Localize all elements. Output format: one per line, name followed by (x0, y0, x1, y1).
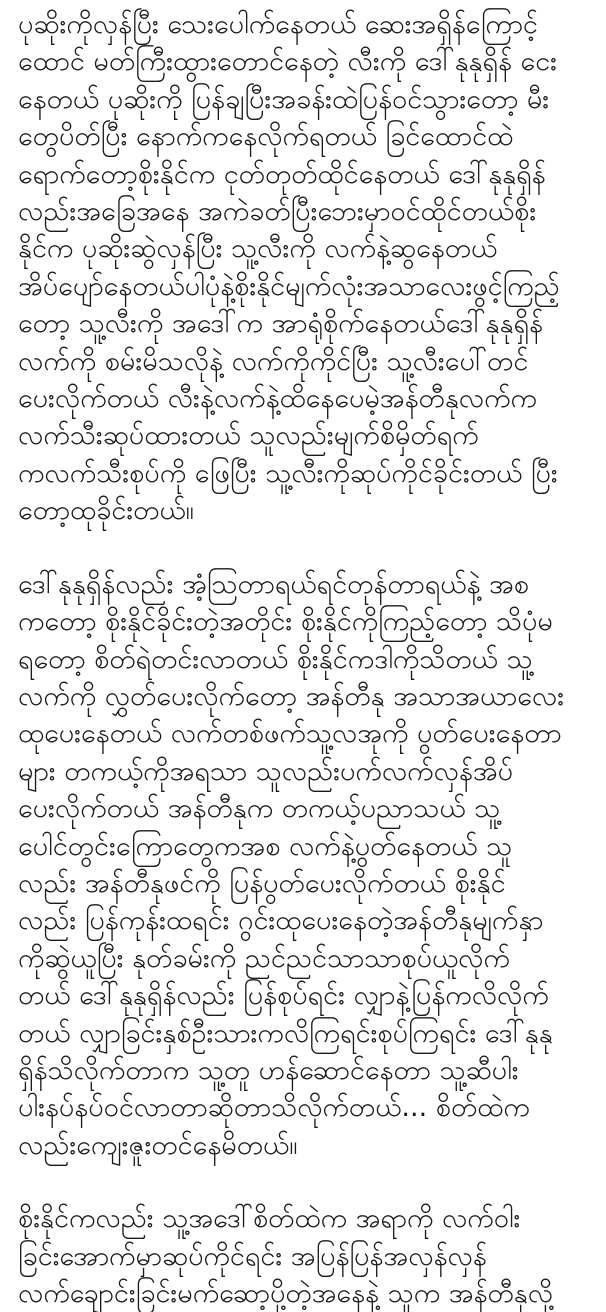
paragraph-2 (18, 566, 586, 1165)
text-line: တယ် လျှာခြင်းနှစ်ဦးသားကလိကြရင်းစုပ်ကြရင်း ဒေါ်နုနု (18, 1017, 553, 1049)
text-line: တယ် ဒေါ်နုနုရှိန်လည်း ပြန်စုပ်ရင်း လျှာနဲ့ပြန်ကလိလိုက် (18, 980, 549, 1012)
text-line: များ တကယ့်ကိုအရသာ သူလည်းပက်လက်လှန်အိပ် (18, 755, 514, 787)
text-line: ဒေါ်နုနုရှိန်လည်း အံ့သြတာရယ်ရင်တုန်တာရယ်နဲ့ အစ (18, 568, 529, 600)
paragraph-1 (18, 6, 586, 530)
text-line: ထောင် မတ်ကြီးထွားတောင်နေတဲ့ လီးကို ဒေါ်နုနုရှိန် ငေး (18, 46, 558, 78)
text-line: လည်း ပြန်ကုန်းထရင်း ဂွင်းထုပေးနေတဲ့အန်တီနုမျက်နှာ (18, 905, 544, 937)
text-line: လက်ကို လွှတ်ပေးလိုက်တော့ အန်တီနု အသာအယာလေး (18, 680, 565, 712)
text-line: ရောက်တော့စိုးနိုင်က ငုတ်တုတ်ထိုင်နေတယ် ဒေါ်နုနုရှိန် (18, 158, 546, 190)
text-line: ကိုဆွဲယူပြီး နုတ်ခမ်းကို ညင်ညင်သာသာစုပ်ယူလိုက် (18, 942, 510, 974)
text-line: ကလက်သီးစုပ်ကို ဖြေပြီး သူ့လီးကိုဆုပ်ကိုင်ခိုင်းတယ် ပြီး (18, 457, 558, 489)
text-line: စိုးနိုင်ကလည်း သူ့အဒေါ်စိတ်ထဲက အရာကို လက်ဝါး (18, 1203, 521, 1235)
text-line: ပုဆိုးကိုလှန်ပြီး သေးပေါက်နေတယ် ဆေးအရှိန်ကြောင့် (18, 9, 538, 40)
text-line: အိပ်ပျော်နေတယ်ပါပုံနဲ့စိုးနိုင်မျက်လုံးအသာလေးဖွင့်ကြည့် (18, 270, 560, 302)
text-line: လည်းကျေးဇူးတင်နေမိတယ်။ (18, 1129, 298, 1161)
text-line: တော့ထုခိုင်းတယ်။ (18, 495, 194, 527)
text-line: ရတော့ စိတ်ရဲတင်းလာတယ် စိုးနိုင်ကဒါကိုသိတယ် သူ့ (18, 643, 533, 675)
text-line: နိုင်က ပုဆိုးဆွဲလှန်ပြီး သူ့လီးကို လက်နဲ့ဆွနေတယ် (18, 233, 498, 265)
text-line: ပေးလိုက်တယ် လီးနဲ့လက်နဲ့ထိနေပေမဲ့အန်တီနုလက်က (18, 383, 537, 415)
text-line: လည်းအခြေအနေ အကဲခတ်ပြီးဘေးမှာဝင်ထိုင်တယ်စိုး (18, 196, 537, 228)
text-line: ပေးလိုက်တယ် အန်တီနုက တကယ့်ပညာသယ် သူ့ (18, 793, 501, 825)
text-line: လက်ကို စမ်းမိသလိုနဲ့ လက်ကိုကိုင်ပြီး သူ့လီးပေါ်တင် (18, 345, 529, 377)
text-line: လက်ချောင်းခြင်းမက်ဆော့ပို့တဲ့အနေနဲ့ သူက အန်တီနုလို့ (18, 1278, 554, 1309)
text-line: လည်း အန်တီနုဖင်ကို ပြန်ပွတ်ပေးလိုက်တယ် စိုးနိုင် (18, 867, 506, 899)
text-line: တွေပိတ်ပြီး နောက်ကနေလိုက်ရတယ် ခြင်ထောင်ထဲ (18, 121, 514, 153)
scroll-clip-edge (0, 0, 606, 4)
text-line: ထုပေးနေတယ် လက်တစ်ဖက်သူ့လအုကို ပွတ်ပေးနေတာ (18, 718, 562, 750)
text-line: ခြင်းအောက်မှာဆုပ်ကိုင်ရင်း အပြန်ပြန်အလှန်လှန် (18, 1240, 487, 1272)
text-line: လက်သီးဆုပ်ထားတယ် သူလည်းမျက်စိမှိတ်ရက် (18, 420, 479, 452)
text-line: ကတော့ စိုးနိုင်ခိုင်းတဲ့အတိုင်း စိုးနိုင်ကိုကြည့်တော့ သိပုံမ (18, 606, 553, 638)
paragraph-3 (18, 1200, 586, 1312)
text-line: တော့ သူ့လီးကို အဒေါ်က အာရုံစိုက်နေတယ်ဒေါ်နုနုရှိန် (18, 308, 543, 340)
text-line: ပါးနပ်နပ်ဝင်လာတာဆိုတာသိလိုက်တယ်... စိတ်ထဲက (18, 1092, 530, 1124)
text-line: ပေါင်တွင်းကြောတွေကအစ လက်နဲ့ပွတ်နေတယ် သူ (18, 830, 513, 862)
text-line: နေတယ် ပုဆိုးကို ပြန်ချပြီးအခန်းထဲပြန်ဝင်သွားတော့ မီး (18, 83, 550, 115)
text-line: ရှိန်သိလိုက်တာက သူ့တူ ဟန်ဆောင်နေတာ သူ့ဆီပါး (18, 1054, 519, 1086)
